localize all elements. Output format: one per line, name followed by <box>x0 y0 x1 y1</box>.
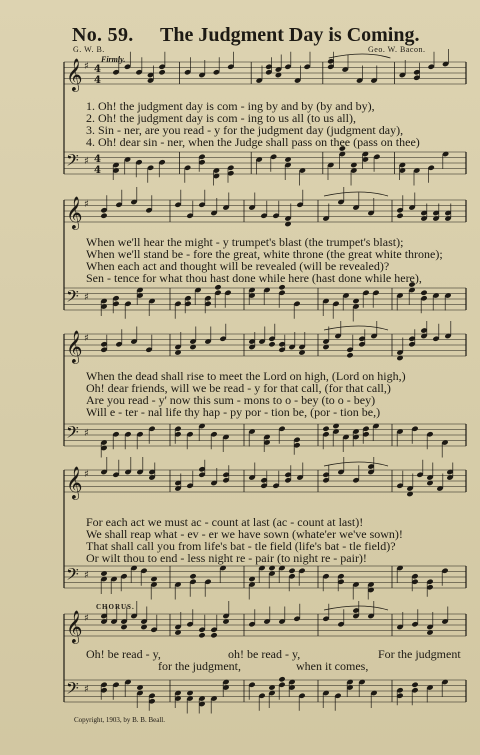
chorus-lyric: when it comes, <box>296 659 369 673</box>
key-signature-sharp: ♯ <box>84 199 89 210</box>
lyric-line: When we'll hear the might - y trumpet's blast (the trumpet's blast); <box>86 235 404 249</box>
note-head <box>288 568 295 574</box>
lyric-line: Sen - tence for what thou hast done while here (hast done while here), <box>86 271 422 285</box>
lyric-line: When each act and thought will be revealed (will be revealed)? <box>86 259 390 273</box>
time-signature: 4 <box>94 64 101 75</box>
key-signature-sharp: ♯ <box>84 333 89 344</box>
note-head <box>158 69 165 75</box>
treble-clef: 𝄞 <box>66 610 83 643</box>
chorus-label: CHORUS. <box>96 603 135 611</box>
lyric-line: Oh! dear friends, will we be read - y for that call, (for that call,) <box>86 381 391 395</box>
key-signature-sharp: ♯ <box>84 570 89 581</box>
treble-clef: 𝄞 <box>66 466 83 499</box>
composer: Geo. W. Bacon. <box>368 45 426 54</box>
lyric-line: 2. Oh! the judgment day is com - ing to us all (to us all), <box>86 111 356 125</box>
bass-clef: 𝄢 <box>66 678 79 702</box>
lyric-line: When the dead shall rise to meet the Lord on high, (Lord on high,) <box>86 369 406 383</box>
lyric-line: 1. Oh! the judgment day is com - ing by and by (by and by), <box>86 99 375 113</box>
lyric-line: We shall reap what - ev - er we have sown (whate'er we've sown)! <box>86 527 403 541</box>
note-head <box>322 426 329 432</box>
slur <box>324 326 388 330</box>
treble-clef: 𝄞 <box>66 196 83 229</box>
key-signature-sharp: ♯ <box>84 292 89 303</box>
time-signature: 4 <box>94 154 101 165</box>
tempo-marking: Firmly. <box>101 55 126 64</box>
lyric-line: Are you read - y' now this sum - mons to o - bey (to o - bey) <box>86 393 376 407</box>
slur <box>324 192 388 196</box>
lyric-line: Or wilt thou to end - less night re - pair (to night re - pair)! <box>86 551 367 565</box>
note-head <box>278 676 285 682</box>
lyric-line: 4. Oh! dear sin - ner, when the Judge shall pass on thee (pass on thee) <box>86 135 420 149</box>
key-signature-sharp: ♯ <box>84 469 89 480</box>
copyright-notice: Copyright, 1903, by B. B. Beall. <box>74 716 165 724</box>
note-head <box>189 573 196 579</box>
lyric-line: That shall call you from life's bat - tle field (life's bat - tle field)? <box>86 539 396 553</box>
key-signature-sharp: ♯ <box>84 156 89 167</box>
note-head <box>100 213 107 219</box>
note-head <box>411 682 418 688</box>
note-head <box>346 352 353 358</box>
chorus-lyric: Oh! be read - y, <box>86 647 161 661</box>
lyric-line: Will e - ter - nal life thy hap - py por - tion be, (por - tion be,) <box>86 405 381 419</box>
chorus-lyric: For the judgment <box>378 647 461 661</box>
time-signature: 4 <box>94 165 101 176</box>
chorus-lyric: for the judgment, <box>158 659 241 673</box>
note-head <box>268 341 275 347</box>
hymn-number: No. 59. <box>72 24 134 46</box>
treble-clef: 𝄞 <box>66 58 83 91</box>
key-signature-sharp: ♯ <box>84 428 89 439</box>
hymn-title: The Judgment Day is Coming. <box>160 24 420 46</box>
note-head <box>420 290 427 296</box>
key-signature-sharp: ♯ <box>84 61 89 72</box>
lyricist: G. W. B. <box>73 45 105 54</box>
bass-clef: 𝄢 <box>66 422 79 446</box>
note-head <box>396 213 403 219</box>
lyric-line: When we'll stand be - fore the great, white throne (the great white throne); <box>86 247 443 261</box>
key-signature-sharp: ♯ <box>84 613 89 624</box>
treble-clef: 𝄞 <box>66 330 83 363</box>
lyric-line: 3. Sin - ner, are you read - y for the judgment day (judgment day), <box>86 123 404 137</box>
slur <box>329 54 391 58</box>
note-head <box>198 632 205 638</box>
key-signature-sharp: ♯ <box>84 684 89 695</box>
bass-clef: 𝄢 <box>66 564 79 588</box>
lyric-line: For each act we must ac - count at last (ac - count at last)! <box>86 515 364 529</box>
bass-clef: 𝄢 <box>66 150 79 174</box>
time-signature: 4 <box>94 75 101 86</box>
slur <box>324 462 388 466</box>
chorus-lyric: oh! be read - y, <box>228 647 301 661</box>
note-head <box>210 632 217 638</box>
bass-clef: 𝄢 <box>66 286 79 310</box>
